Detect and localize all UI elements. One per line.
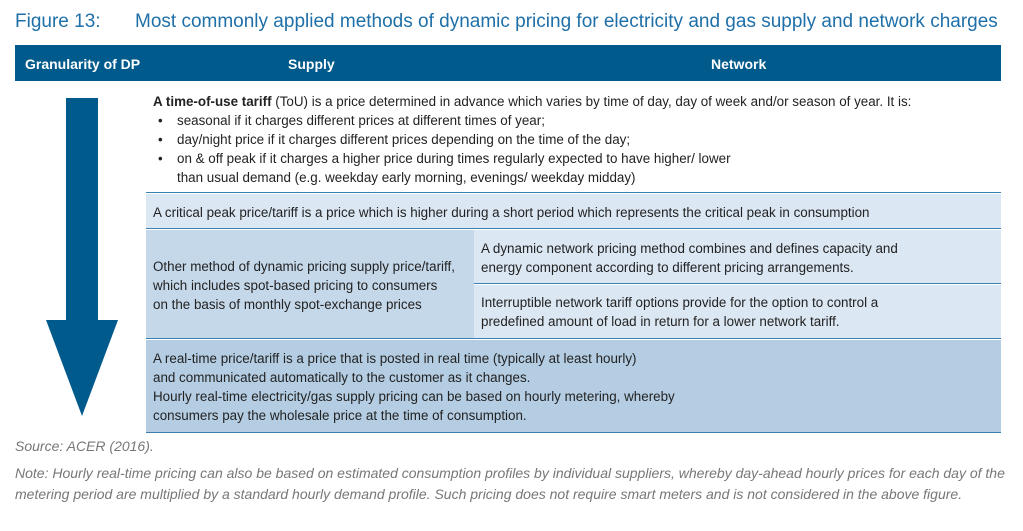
tou-bullet-day-night: • day/night price if it charges different prices depending on the time of the day; <box>153 130 1001 149</box>
table-header <box>15 45 1001 81</box>
header-network: Network <box>711 56 767 72</box>
other-method-line: Other method of dynamic pricing supply price/tariff, <box>153 259 455 274</box>
tou-definition <box>153 92 1001 111</box>
real-time-line: consumers pay the wholesale price at the time of consumption. <box>153 408 527 423</box>
tou-bullet-on-off-peak: • on & off peak if it charges a higher price during times regularly expected to have higher/ lower <box>153 149 1001 168</box>
other-method-supply-cell <box>146 230 474 338</box>
row-real-time <box>146 340 1001 433</box>
interruptible-network-line: Interruptible network tariff options provide for the option to control a <box>481 295 879 310</box>
footnote: Note: Hourly real-time pricing can also be based on estimated consumption profiles by individual suppliers, whereby day-ahead hourly prices for each day of the metering period are multiplied by a standard hourly demand profile. Such pricing does not require smart meters and is not considered in the above figure. <box>15 465 1005 502</box>
dynamic-network-line: A dynamic network pricing method combines and defines capacity and <box>481 241 898 256</box>
source-note: Source: ACER (2016). <box>15 438 154 454</box>
critical-peak-text: A critical peak price/tariff is a price which is higher during a short period which represents the critical peak in consumption <box>153 205 870 220</box>
tou-bullet-seasonal: • seasonal if it charges different prices at different times of year; <box>153 111 1001 130</box>
granularity-down-arrow-icon <box>46 98 118 416</box>
dynamic-network-line: energy component according to different pricing arrangements. <box>481 260 854 275</box>
other-method-line: which includes spot-based pricing to consumers <box>153 278 438 293</box>
interruptible-network-cell <box>474 285 1001 338</box>
dynamic-network-cell <box>474 230 1001 284</box>
tou-term: A time-of-use tariff <box>153 94 272 109</box>
figure-title-text: Most commonly applied methods of dynamic pricing for electricity and gas supply and network charges <box>135 11 998 32</box>
real-time-line: A real-time price/tariff is a price that is posted in real time (typically at least hourly) <box>153 351 637 366</box>
header-supply: Supply <box>288 56 335 72</box>
row-time-of-use <box>146 84 1001 193</box>
row-other-methods <box>146 230 1001 339</box>
header-granularity: Granularity of DP <box>25 56 141 72</box>
tou-bullet-continuation: than usual demand (e.g. weekday early morning, evenings/ weekday midday) <box>177 170 636 185</box>
figure-number: Figure 13: <box>15 11 101 32</box>
real-time-line: Hourly real-time electricity/gas supply pricing can be based on hourly metering, whereby <box>153 389 675 404</box>
interruptible-network-line: predefined amount of load in return for a lower network tariff. <box>481 314 840 329</box>
real-time-line: and communicated automatically to the customer as it changes. <box>153 370 531 385</box>
other-method-line: on the basis of monthly spot-exchange prices <box>153 297 422 312</box>
figure-title <box>15 11 998 33</box>
tou-intro: (ToU) is a price determined in advance which varies by time of day, day of week and/or season of year. It is: <box>271 94 912 109</box>
row-critical-peak <box>146 194 1001 229</box>
